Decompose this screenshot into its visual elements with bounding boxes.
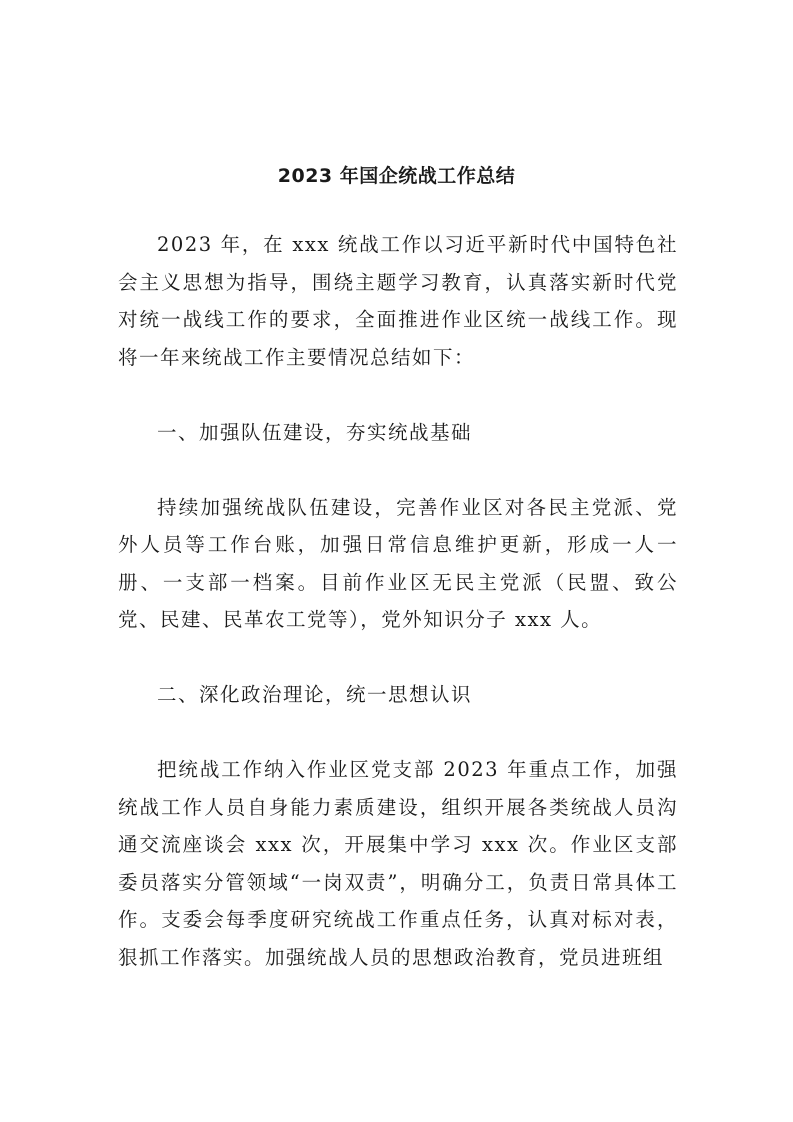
section2-heading: 二、深化政治理论，统一思想认识 [157, 683, 473, 706]
intro-paragraph: 2023 年，在 xxx 统战工作以习近平新时代中国特色社会主义思想为指导，围绕主题学习教育，认真落实新时代党对统一战线工作的要求，全面推进作业区统一战线工作。现将一年来统战工作主要情况总结如下： [118, 233, 678, 369]
document-title: 2023 年国企统战工作总结 [277, 165, 516, 187]
section2-paragraph: 把统战工作纳入作业区党支部 2023 年重点工作，加强统战工作人员自身能力素质建设，组织开展各类统战人员沟通交流座谈会 xxx 次，开展集中学习 xxx 次。作业区支部委员落实分管领域“一岗双责”，明确分工，负责日常具体工作。支委会每季度研究统战工作重点任务，认真对标对表，狠抓工作落实。加强统战人员的思想政治教育，党员进班组 [118, 758, 678, 969]
document-body [118, 226, 678, 976]
paragraph-spacer [118, 451, 678, 489]
section1-paragraph: 持续加强统战队伍建设，完善作业区对各民主党派、党外人员等工作台账，加强日常信息维护更新，形成一人一册、一支部一档案。目前作业区无民主党派（民盟、致公党、民建、民革农工党等），党外知识分子 xxx 人。 [118, 495, 678, 631]
paragraph-spacer [118, 376, 678, 414]
paragraph-spacer [118, 714, 678, 752]
section1-heading: 一、加强队伍建设，夯实统战基础 [157, 420, 473, 444]
paragraph-spacer [118, 639, 678, 677]
